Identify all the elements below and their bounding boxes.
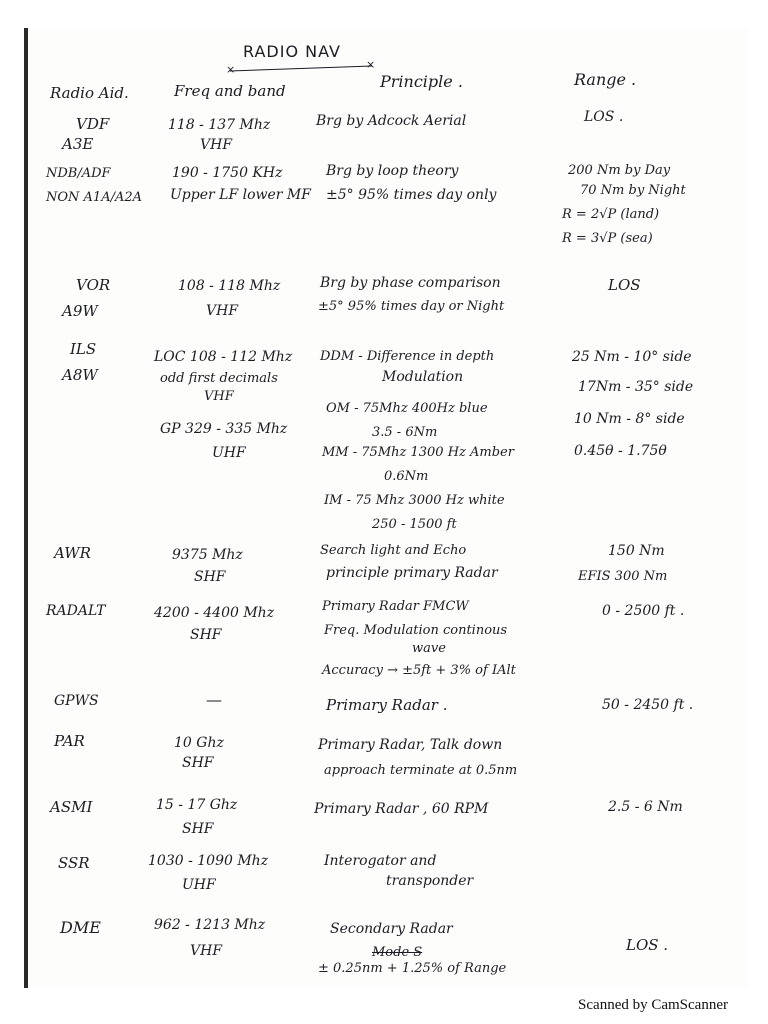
- row-vor-principle-2: ±5° 95% times day or Night: [318, 299, 505, 314]
- row-par-band: SHF: [182, 755, 214, 771]
- row-vor-aid-class: A9W: [62, 302, 98, 320]
- row-asmi-range: 2.5 - 6 Nm: [608, 799, 683, 815]
- row-dme-principle-3: ± 0.25nm + 1.25% of Range: [318, 961, 507, 976]
- row-ssr-principle-1: Interogator and: [324, 853, 437, 869]
- title-underline-right-mark: ×: [366, 58, 376, 71]
- row-dme-principle-1: Secondary Radar: [330, 921, 453, 937]
- row-vdf-range: LOS .: [584, 109, 624, 125]
- row-gpws-freq: —: [206, 690, 222, 709]
- row-awr-principle-2: principle primary Radar: [326, 565, 498, 581]
- row-radalt-band: SHF: [190, 627, 222, 643]
- row-ndb-principle-2: ±5° 95% times day only: [326, 187, 497, 203]
- row-vdf-principle: Brg by Adcock Aerial: [316, 113, 467, 129]
- row-ssr-freq: 1030 - 1090 Mhz: [148, 853, 269, 869]
- row-ssr-principle-2: transponder: [386, 873, 474, 889]
- row-radalt-range: 0 - 2500 ft .: [602, 603, 685, 619]
- row-ils-range-2: 17Nm - 35° side: [578, 379, 694, 395]
- row-gpws-range: 50 - 2450 ft .: [602, 697, 694, 713]
- row-ndb-freq: 190 - 1750 KHz: [172, 165, 283, 181]
- row-radalt-principle-1: Primary Radar FMCW: [322, 599, 469, 614]
- row-asmi-band: SHF: [182, 821, 214, 837]
- scanner-watermark: Scanned by CamScanner: [578, 997, 728, 1013]
- row-vdf-aid-name: VDF: [76, 115, 110, 133]
- row-ils-aid-class: A8W: [62, 366, 98, 384]
- title-underline-left-mark: ×: [226, 63, 236, 76]
- row-par-principle-1: Primary Radar, Talk down: [318, 737, 503, 753]
- row-dme-aid-name: DME: [60, 918, 101, 937]
- row-ndb-range-4: R = 3√P (sea): [562, 231, 653, 246]
- row-ssr-band: UHF: [182, 877, 216, 893]
- row-dme-range: LOS .: [626, 936, 669, 954]
- row-ils-range-3: 10 Nm - 8° side: [574, 411, 685, 427]
- row-awr-aid-name: AWR: [54, 544, 91, 562]
- row-vor-aid-name: VOR: [76, 276, 111, 294]
- row-radalt-aid-name: RADALT: [46, 603, 106, 619]
- row-ndb-range-3: R = 2√P (land): [562, 207, 660, 222]
- header-radio-aid: Radio Aid.: [50, 84, 129, 102]
- row-ils-principle-ddm: DDM - Difference in depth: [320, 349, 495, 364]
- row-awr-range-2: EFIS 300 Nm: [578, 569, 668, 584]
- row-ils-range-1: 25 Nm - 10° side: [572, 349, 692, 365]
- row-ils-loc-note: odd first decimals: [160, 371, 278, 386]
- row-ndb-range-1: 200 Nm by Day: [568, 163, 671, 178]
- row-ils-gp-band: UHF: [212, 445, 246, 461]
- row-ndb-aid-class: NON A1A/A2A: [46, 190, 143, 205]
- page-binding-edge: [24, 28, 28, 988]
- row-awr-range-1: 150 Nm: [608, 543, 665, 559]
- header-principle: Principle .: [380, 72, 463, 91]
- row-vdf-freq: 118 - 137 Mhz: [168, 117, 271, 133]
- row-radalt-freq: 4200 - 4400 Mhz: [154, 605, 275, 621]
- row-ils-inner-marker: IM - 75 Mhz 3000 Hz white: [324, 493, 505, 508]
- row-ils-loc-band: VHF: [204, 389, 234, 404]
- row-ils-outer-marker: OM - 75Mhz 400Hz blue: [326, 401, 488, 416]
- row-dme-band: VHF: [190, 943, 223, 959]
- row-vor-range: LOS: [608, 276, 641, 294]
- row-ndb-aid-name: NDB/ADF: [46, 166, 111, 181]
- row-gpws-aid-name: GPWS: [54, 693, 99, 709]
- row-ils-principle-modulation: Modulation: [382, 369, 464, 385]
- row-vor-freq: 108 - 118 Mhz: [178, 278, 281, 294]
- row-radalt-accuracy: Accuracy → ±5ft + 3% of IAlt: [322, 663, 516, 678]
- row-radalt-principle-2: Freq. Modulation continous: [324, 623, 508, 638]
- row-awr-freq: 9375 Mhz: [172, 547, 243, 563]
- row-ssr-aid-name: SSR: [58, 854, 90, 872]
- row-vdf-aid-class: A3E: [62, 135, 94, 153]
- row-ndb-band: Upper LF lower MF: [170, 187, 311, 203]
- row-ils-loc-freq: LOC 108 - 112 Mhz: [154, 349, 293, 365]
- row-ils-middle-marker: MM - 75Mhz 1300 Hz Amber: [322, 445, 514, 460]
- row-awr-principle-1: Search light and Echo: [320, 543, 467, 558]
- row-par-freq: 10 Ghz: [174, 735, 224, 751]
- row-ndb-principle-1: Brg by loop theory: [326, 163, 459, 179]
- row-vor-band: VHF: [206, 303, 239, 319]
- row-gpws-principle: Primary Radar .: [326, 696, 448, 714]
- row-ils-range-4: 0.45θ - 1.75θ: [574, 443, 667, 459]
- row-dme-principle-2: Mode S: [372, 945, 423, 960]
- row-vdf-band: VHF: [200, 137, 233, 153]
- row-par-aid-name: PAR: [54, 732, 85, 750]
- header-range: Range .: [574, 70, 637, 89]
- row-asmi-freq: 15 - 17 Ghz: [156, 797, 238, 813]
- row-ils-inner-marker-range: 250 - 1500 ft: [372, 517, 457, 532]
- row-ils-outer-marker-range: 3.5 - 6Nm: [372, 425, 438, 440]
- row-radalt-principle-3: wave: [412, 641, 446, 656]
- row-awr-band: SHF: [194, 569, 226, 585]
- row-asmi-aid-name: ASMI: [50, 798, 93, 816]
- row-par-principle-2: approach terminate at 0.5nm: [324, 763, 518, 778]
- row-asmi-principle: Primary Radar , 60 RPM: [314, 801, 489, 817]
- row-vor-principle-1: Brg by phase comparison: [320, 275, 501, 291]
- row-ils-gp-freq: GP 329 - 335 Mhz: [160, 421, 288, 437]
- header-freq-band: Freq and band: [174, 82, 286, 100]
- row-ils-middle-marker-range: 0.6Nm: [384, 469, 429, 484]
- row-ndb-range-2: 70 Nm by Night: [580, 183, 686, 198]
- row-ils-aid-name: ILS: [70, 340, 97, 358]
- row-dme-freq: 962 - 1213 Mhz: [154, 917, 266, 933]
- page-title: RADIO NAV: [243, 42, 341, 61]
